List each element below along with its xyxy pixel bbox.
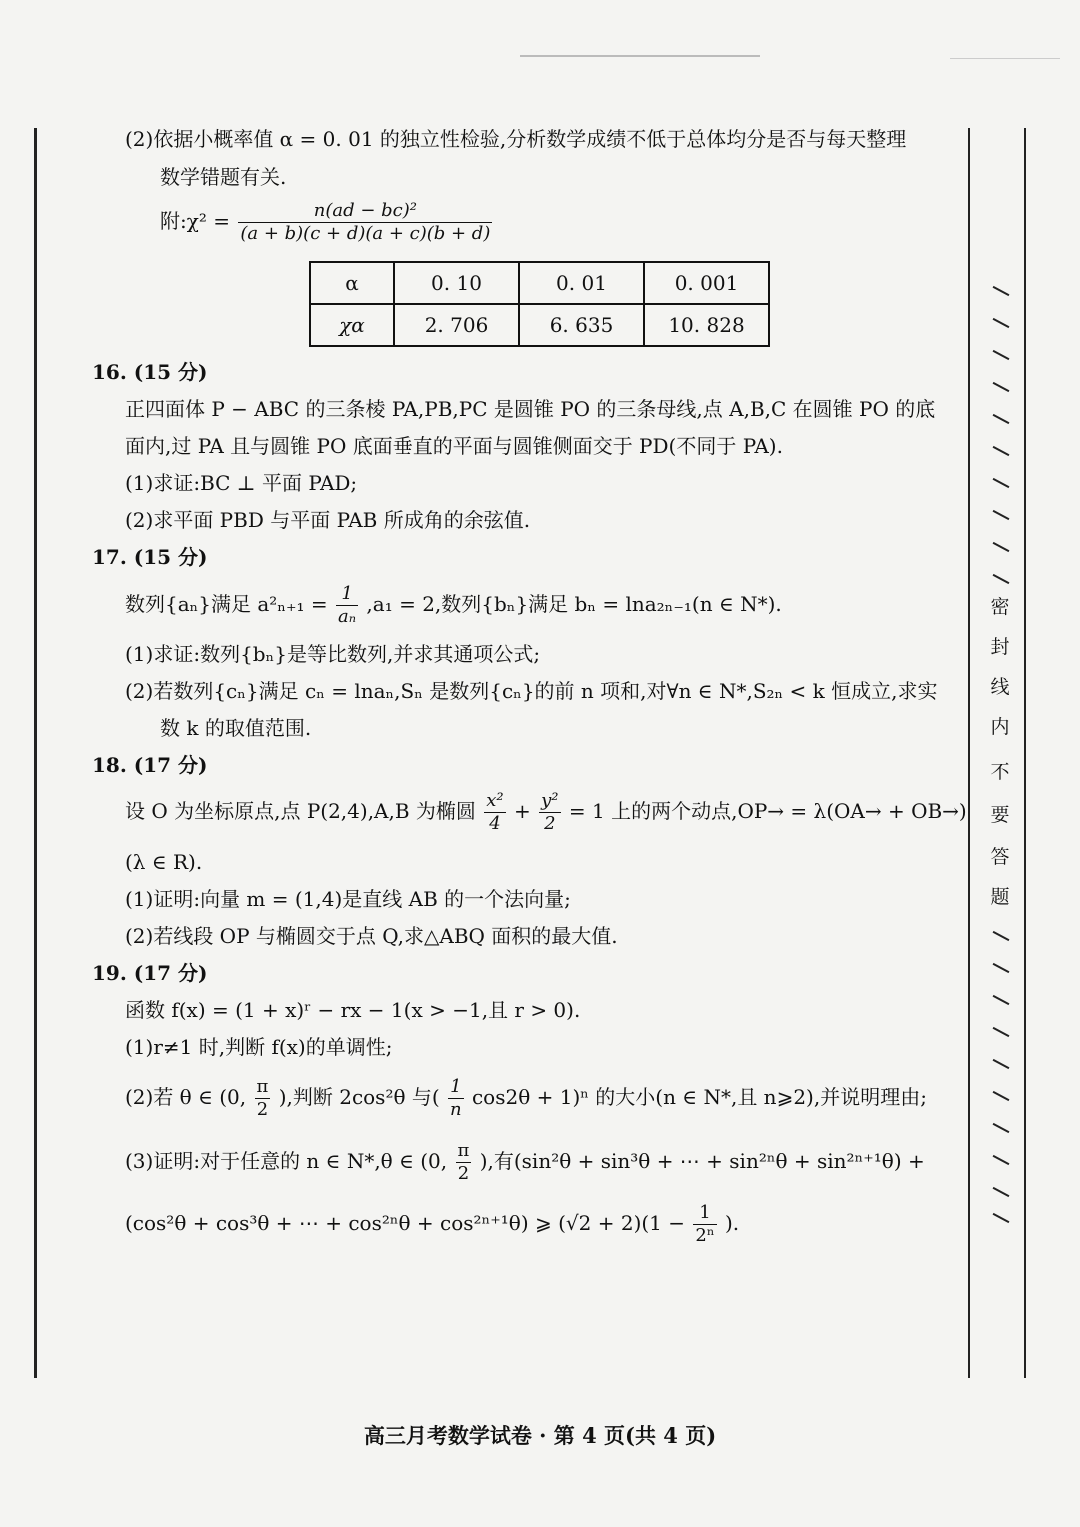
q18-line2: (λ ∈ R). (125, 850, 203, 874)
q18-line1 (125, 790, 967, 835)
table-cell: 0. 001 (644, 262, 769, 304)
q19-sub3-d: ). (725, 1211, 740, 1235)
q16-heading: 16. (15 分) (92, 360, 208, 384)
q18-line1-b: = 1 上的两个动点,OP→ = λ(OA→ + OB→) (568, 799, 967, 823)
q18-fraction-x (484, 790, 505, 835)
slash-mark (993, 446, 1010, 456)
q19-heading: 19. (17 分) (92, 961, 208, 985)
slash-mark (993, 414, 1010, 424)
q19-pi-over-2 (255, 1076, 271, 1121)
q18-line1-a: 设 O 为坐标原点,点 P(2,4),A,B 为椭圆 (125, 799, 476, 823)
frac-den: n (450, 1099, 462, 1120)
q19-one-over-n (448, 1076, 464, 1121)
table-row (310, 262, 769, 304)
seal-char: 题 (990, 886, 1010, 908)
q18-fy-den: 2 (544, 813, 556, 834)
q17-sub2-line2: 数 k 的取值范围. (160, 716, 312, 740)
scan-mark (950, 58, 1060, 59)
slash-mark (993, 1155, 1010, 1165)
pi-den: 2 (256, 1099, 269, 1120)
q19-pi-over-2b (456, 1140, 472, 1185)
q16-sub2: (2)求平面 PBD 与平面 PAB 所成角的余弦值. (125, 508, 531, 532)
slash-mark (993, 1123, 1010, 1133)
q16-line1: 正四面体 P − ABC 的三条棱 PA,PB,PC 是圆锥 PO 的三条母线,点 A,B,C 在圆锥 PO 的底 (125, 397, 936, 421)
slash-mark (993, 350, 1010, 360)
chi-square-formula (160, 200, 494, 245)
slash-mark (993, 963, 1010, 973)
slash-mark (993, 1091, 1010, 1101)
q18-sub1: (1)证明:向量 m = (1,4)是直线 AB 的一个法向量; (125, 887, 571, 911)
page-footer: 高三月考数学试卷 · 第 4 页(共 4 页) (363, 1423, 717, 1448)
slash-mark (993, 1059, 1010, 1069)
q19-sub2-c: cos2θ + 1)ⁿ 的大小(n ∈ N*,且 n⩾2),并说明理由; (471, 1085, 927, 1109)
q18-fy-num: y² (541, 790, 559, 811)
slash-mark (993, 318, 1010, 328)
right-border-rule (968, 128, 970, 1378)
slash-mark (993, 286, 1010, 296)
table-cell: α (310, 262, 394, 304)
table-cell: 0. 01 (519, 262, 644, 304)
q16-sub1: (1)求证:BC ⊥ 平面 PAD; (125, 471, 358, 495)
q19-sub2 (125, 1076, 927, 1121)
slash-mark (993, 510, 1010, 520)
formula-fraction (238, 200, 492, 245)
seal-char: 线 (990, 676, 1010, 698)
pi-den: 2 (457, 1163, 470, 1184)
frac-den: 2ⁿ (695, 1225, 715, 1246)
slash-mark (993, 931, 1010, 941)
q18-fx-den: 4 (489, 813, 501, 834)
critical-value-table (309, 261, 770, 347)
seal-char: 答 (990, 846, 1010, 868)
formula-numerator: n(ad − bc)² (238, 200, 492, 223)
table-cell: χα (310, 304, 394, 346)
table-row (310, 304, 769, 346)
q19-sub3-a: (3)证明:对于任意的 n ∈ N*,θ ∈ (0, (125, 1149, 448, 1173)
q18-fx-num: x² (486, 790, 504, 811)
frac-num: 1 (448, 1076, 464, 1099)
table-cell: 6. 635 (519, 304, 644, 346)
slash-mark (993, 1027, 1010, 1037)
pi-num: π (457, 1140, 470, 1161)
q19-one-over-2n (693, 1202, 716, 1247)
seal-char: 不 (990, 761, 1010, 783)
seal-char: 封 (990, 636, 1010, 658)
q17-frac-den: aₙ (338, 606, 357, 627)
seal-char: 密 (990, 596, 1010, 618)
q17-heading: 17. (15 分) (92, 545, 208, 569)
q18-sub2: (2)若线段 OP 与椭圆交于点 Q,求△ABQ 面积的最大值. (125, 924, 618, 948)
table-cell: 10. 828 (644, 304, 769, 346)
slash-mark (993, 1187, 1010, 1197)
q19-sub3-b: ),有(sin²θ + sin³θ + ⋯ + sin²ⁿθ + sin²ⁿ⁺¹θ) + (479, 1149, 925, 1173)
slash-mark (993, 574, 1010, 584)
q19-sub3-line1 (125, 1140, 925, 1185)
q15-part2-line2: 数学错题有关. (160, 165, 287, 189)
q17-sub1: (1)求证:数列{bₙ}是等比数列,并求其通项公式; (125, 642, 541, 666)
q17-sub2-line1: (2)若数列{cₙ}满足 cₙ = lnaₙ,Sₙ 是数列{cₙ}的前 n 项和,对∀n ∈ N*,S₂ₙ < k 恒成立,求实 (125, 679, 938, 703)
q19-sub1: (1)r≠1 时,判断 f(x)的单调性; (125, 1035, 393, 1059)
slash-mark (993, 1213, 1010, 1223)
slash-mark (993, 995, 1010, 1005)
q19-sub3-line2 (125, 1202, 739, 1247)
right-border-rule-outer (1024, 128, 1026, 1378)
q18-fraction-y (539, 790, 560, 835)
q19-line1: 函数 f(x) = (1 + x)ʳ − rx − 1(x > −1,且 r > 0). (125, 998, 581, 1022)
table-cell: 2. 706 (394, 304, 519, 346)
slash-mark (993, 382, 1010, 392)
q16-line2: 面内,过 PA 且与圆锥 PO 底面垂直的平面与圆锥侧面交于 PD(不同于 PA). (125, 434, 783, 458)
q19-sub2-b: ),判断 2cos²θ 与( (278, 1085, 440, 1109)
scan-mark (520, 55, 760, 57)
q17-line1-a: 数列{aₙ}满足 a²ₙ₊₁ = (125, 592, 328, 616)
q17-fraction (336, 583, 358, 628)
formula-denominator: (a + b)(c + d)(a + c)(b + d) (240, 223, 491, 244)
q17-line1-b: ,a₁ = 2,数列{bₙ}满足 bₙ = lna₂ₙ₋₁(n ∈ N*). (366, 592, 782, 616)
pi-num: π (256, 1076, 269, 1097)
table-cell: 0. 10 (394, 262, 519, 304)
q18-plus: + (514, 799, 531, 823)
seal-char: 要 (990, 804, 1010, 826)
q15-part2-line1: (2)依据小概率值 α = 0. 01 的独立性检验,分析数学成绩不低于总体均分是否与每天整理 (125, 127, 907, 151)
q17-frac-num: 1 (336, 583, 358, 606)
q18-heading: 18. (17 分) (92, 753, 208, 777)
q19-sub3-c: (cos²θ + cos³θ + ⋯ + cos²ⁿθ + cos²ⁿ⁺¹θ) ⩾ (√2 + 2)(1 − (125, 1211, 686, 1235)
formula-prefix: 附:χ² = (160, 209, 230, 233)
q17-line1 (125, 583, 782, 628)
slash-mark (993, 478, 1010, 488)
seal-char: 内 (990, 716, 1010, 738)
frac-num: 1 (693, 1202, 716, 1225)
slash-mark (993, 542, 1010, 552)
left-border-rule (34, 128, 37, 1378)
q19-sub2-a: (2)若 θ ∈ (0, (125, 1085, 247, 1109)
